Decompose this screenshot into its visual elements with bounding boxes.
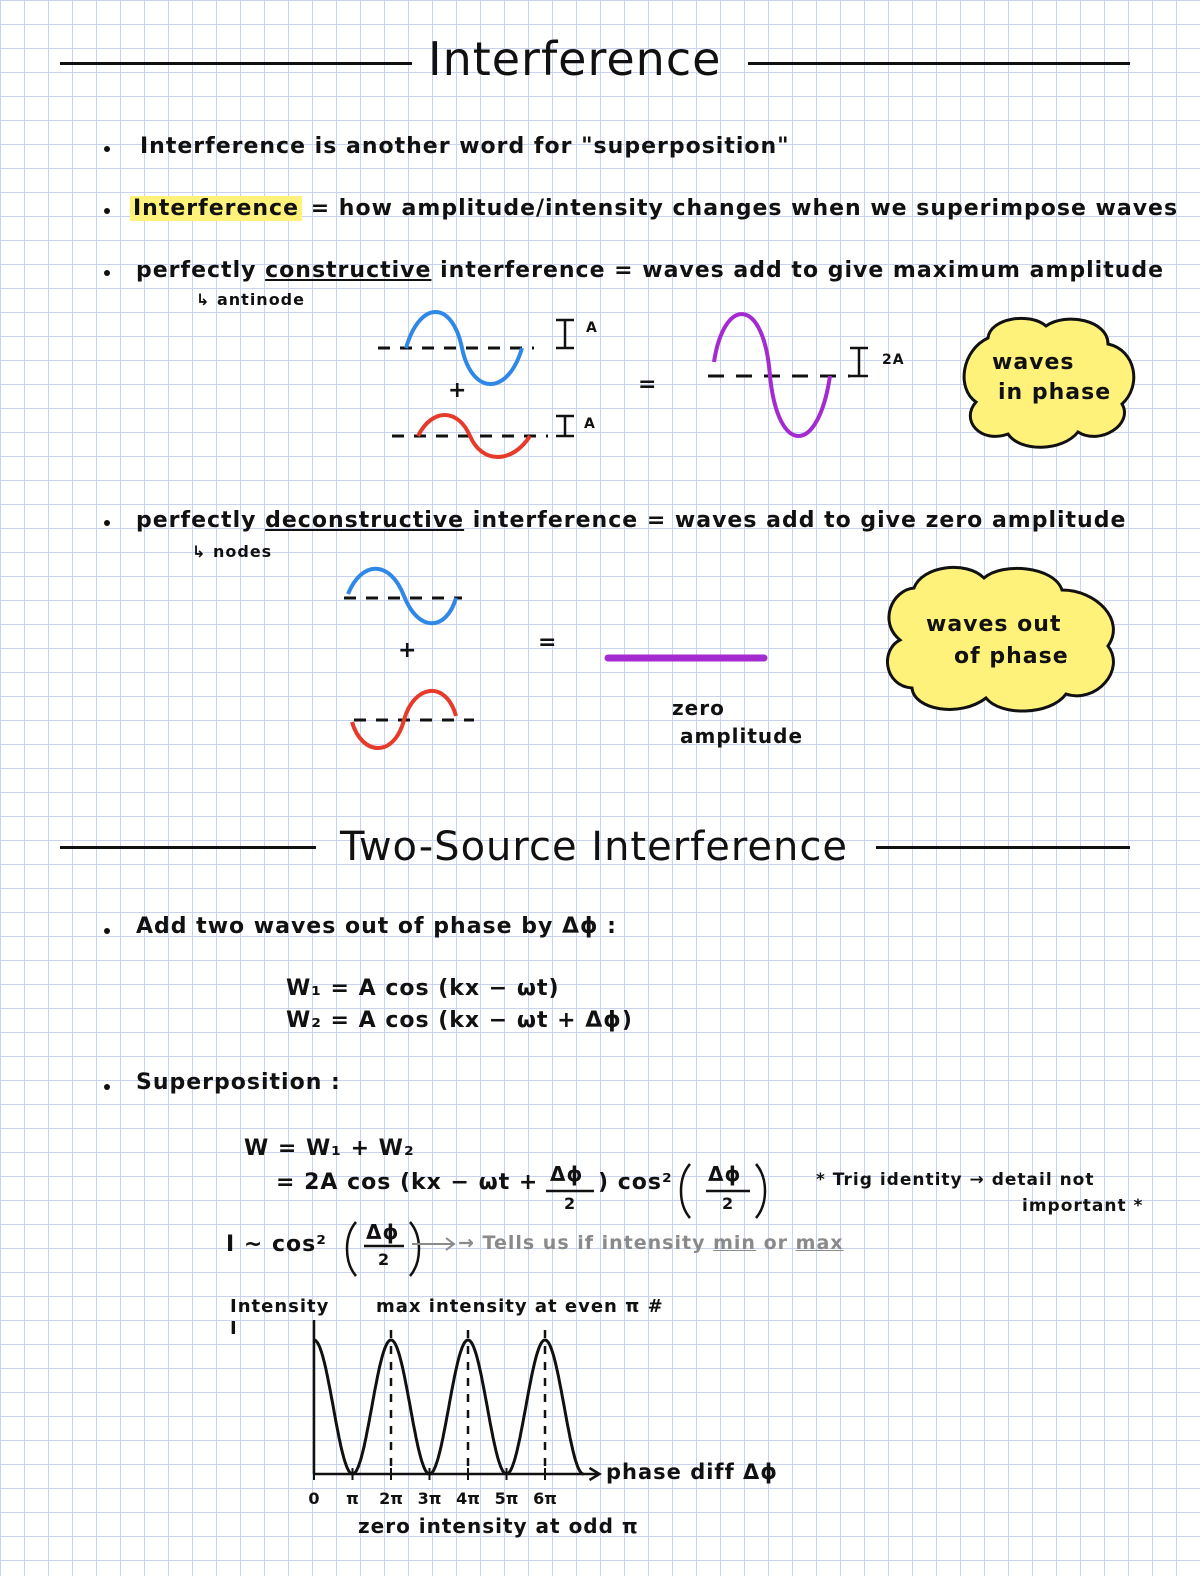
intensity-note-text: → Tells us if intensity bbox=[458, 1232, 706, 1254]
constructive-word: constructive bbox=[265, 258, 432, 283]
chart-curve bbox=[314, 1340, 584, 1474]
zero-label: amplitude bbox=[680, 724, 804, 748]
amp-label-a: A bbox=[584, 416, 596, 432]
equation-expansion: = 2A cos (kx − ωt + bbox=[276, 1170, 539, 1195]
intensity-or: or bbox=[763, 1232, 789, 1254]
definition-text: = how amplitude/intensity changes when we superimpose waves bbox=[310, 196, 1179, 221]
section-title-interference: Interference bbox=[428, 32, 722, 86]
equation-w1: W₁ = A cos (kx − ωt) bbox=[286, 976, 560, 1001]
fraction-denominator: 2 bbox=[722, 1194, 735, 1213]
plus-sign: + bbox=[398, 638, 418, 663]
chart-axes bbox=[314, 1320, 600, 1480]
x-tick-label: 4π bbox=[456, 1489, 480, 1508]
destructive-description: interference = waves add to give zero amplitude bbox=[472, 508, 1127, 533]
zero-label: zero bbox=[672, 696, 725, 720]
fraction-numerator: Δϕ bbox=[550, 1162, 584, 1186]
amp-label-a: A bbox=[586, 320, 598, 336]
x-tick-label: π bbox=[346, 1489, 359, 1508]
x-tick-label: 6π bbox=[533, 1489, 557, 1508]
perfectly-text: perfectly bbox=[136, 508, 257, 533]
constructive-description: interference = waves add to give maximum amplitude bbox=[440, 258, 1165, 283]
trig-note: important * bbox=[1022, 1196, 1144, 1216]
equals-sign: = bbox=[638, 372, 658, 397]
bullet-text-add-waves: Add two waves out of phase by Δϕ : bbox=[136, 914, 617, 939]
fraction-denominator: 2 bbox=[378, 1250, 391, 1269]
intensity-min: min bbox=[713, 1232, 756, 1254]
fraction-denominator: 2 bbox=[564, 1194, 577, 1213]
equation-cos-squared: ) cos² bbox=[598, 1170, 673, 1195]
amp-label-2a: 2A bbox=[882, 352, 905, 368]
section-title-two-source: Two-Source Interference bbox=[340, 824, 848, 870]
intensity-relation: I ~ cos² bbox=[226, 1232, 327, 1257]
plus-sign: + bbox=[448, 378, 468, 403]
perfectly-text: perfectly bbox=[136, 258, 257, 283]
nodes-note: ↳ nodes bbox=[192, 542, 273, 561]
chart-ylabel: Intensity I bbox=[230, 1296, 330, 1339]
chart-annotation-top: max intensity at even π # bbox=[376, 1296, 664, 1317]
trig-note: * Trig identity → detail not bbox=[816, 1170, 1095, 1190]
destructive-word: deconstructive bbox=[265, 508, 465, 533]
fraction-numerator: Δϕ bbox=[366, 1220, 400, 1244]
equation-w2: W₂ = A cos (kx − ωt + Δϕ) bbox=[286, 1008, 633, 1033]
antinode-note: ↳ antinode bbox=[196, 290, 305, 309]
cloud-text: waves out bbox=[926, 612, 1062, 637]
bullet-text-superposition-2: Superposition : bbox=[136, 1070, 341, 1095]
intensity-curve bbox=[314, 1340, 584, 1474]
cloud-text: waves bbox=[992, 350, 1075, 375]
highlighted-word: Interference bbox=[130, 196, 302, 221]
x-tick-label: 5π bbox=[494, 1489, 519, 1508]
x-tick-label: 3π bbox=[417, 1489, 442, 1508]
x-tick-label: 2π bbox=[379, 1489, 403, 1508]
x-tick-label: 0 bbox=[308, 1489, 320, 1508]
fraction-numerator: Δϕ bbox=[708, 1162, 742, 1186]
chart-annotation-bottom: zero intensity at odd π bbox=[358, 1514, 639, 1538]
equation-sum: W = W₁ + W₂ bbox=[244, 1136, 415, 1161]
chart-dashes bbox=[391, 1330, 545, 1474]
equals-sign: = bbox=[538, 630, 558, 655]
intensity-max: max bbox=[795, 1232, 844, 1254]
cloud-text: of phase bbox=[954, 644, 1069, 669]
chart-xlabel: phase diff Δϕ bbox=[606, 1460, 778, 1484]
cloud-text: in phase bbox=[998, 380, 1112, 405]
bullet-text-superposition: Interference is another word for "superposition" bbox=[140, 134, 790, 159]
